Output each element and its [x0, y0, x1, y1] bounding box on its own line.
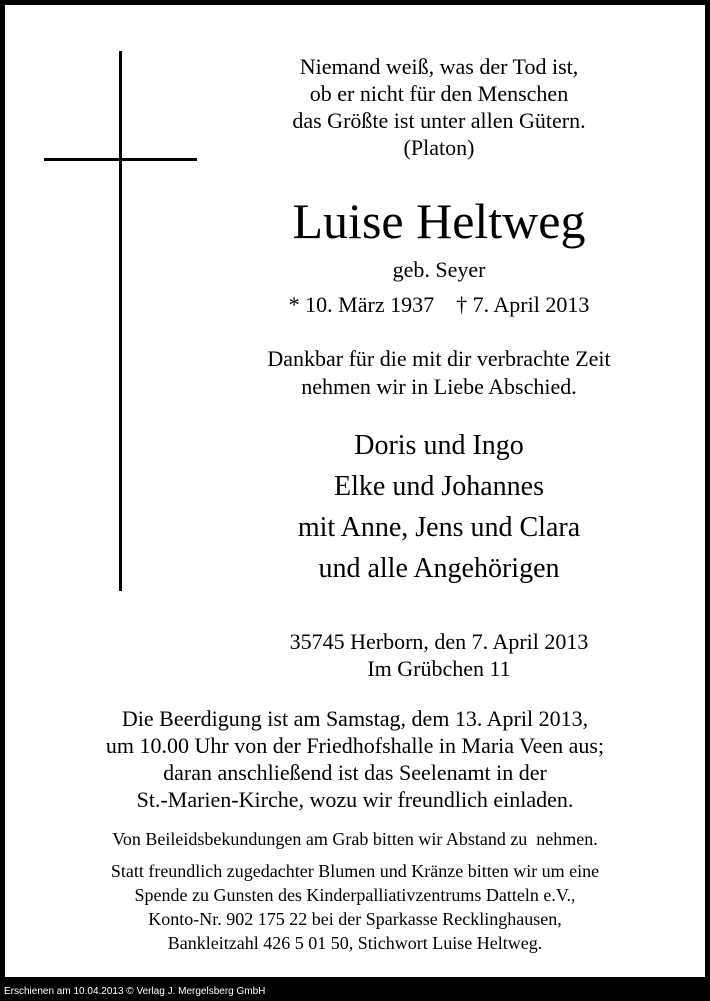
thanks-line: Dankbar für die mit dir verbrachte Zeit	[267, 346, 611, 371]
donation-line: Statt freundlich zugedachter Blumen und Kränze bitten wir um eine	[110, 861, 600, 881]
quote-line: ob er nicht für den Menschen	[309, 81, 569, 106]
condolence-line: Von Beileidsbekundungen am Grab bitten wir Abstand zu nehmen.	[112, 829, 598, 849]
thanks-text	[165, 345, 710, 401]
death-date: † 7. April 2013	[456, 292, 590, 317]
thanks-line: nehmen wir in Liebe Abschied.	[301, 374, 577, 399]
maiden-name: geb. Seyer	[392, 257, 486, 282]
mourner-line: Elke und Johannes	[334, 471, 544, 502]
mourner-line: und alle Angehörigen	[318, 553, 560, 584]
burial-line: St.-Marien-Kirche, wozu wir freundlich einladen.	[136, 787, 574, 812]
date-separator	[434, 292, 456, 317]
burial-line: daran anschließend ist das Seelenamt in der	[163, 760, 547, 785]
condolence-note	[5, 827, 705, 851]
quote-line: Niemand weiß, was der Tod ist,	[299, 54, 579, 79]
mourner-line: mit Anne, Jens und Clara	[297, 512, 581, 543]
donation-line: Bankleitzahl 426 5 01 50, Stichwort Luise Heltweg.	[167, 933, 543, 953]
burial-line: Die Beerdigung ist am Samstag, dem 13. April 2013,	[121, 706, 589, 731]
deceased-name: Luise Heltweg	[292, 193, 586, 249]
life-dates	[165, 291, 710, 319]
place-date: 35745 Herborn, den 7. April 2013	[289, 629, 589, 654]
address	[165, 628, 710, 682]
donation-line: Konto-Nr. 902 175 22 bei der Sparkasse Recklinghausen,	[148, 909, 562, 929]
quote-author: (Platon)	[403, 135, 475, 160]
mourner-line: Doris und Ingo	[354, 430, 524, 461]
publication-footer: Erschienen am 10.04.2013 © Verlag J. Mergelsberg GmbH	[0, 982, 710, 1001]
quote	[165, 53, 710, 161]
birth-date: * 10. März 1937	[288, 292, 435, 317]
street: Im Grübchen 11	[367, 656, 511, 681]
quote-line: das Größte ist unter allen Gütern.	[292, 108, 586, 133]
mourners-list	[165, 425, 710, 589]
donation-notice	[5, 859, 705, 955]
donation-line: Spende zu Gunsten des Kinderpalliativzentrums Datteln e.V.,	[134, 885, 576, 905]
cross-icon	[119, 51, 122, 591]
burial-line: um 10.00 Uhr von der Friedhofshalle in Maria Veen aus;	[105, 733, 605, 758]
burial-notice	[5, 705, 705, 813]
